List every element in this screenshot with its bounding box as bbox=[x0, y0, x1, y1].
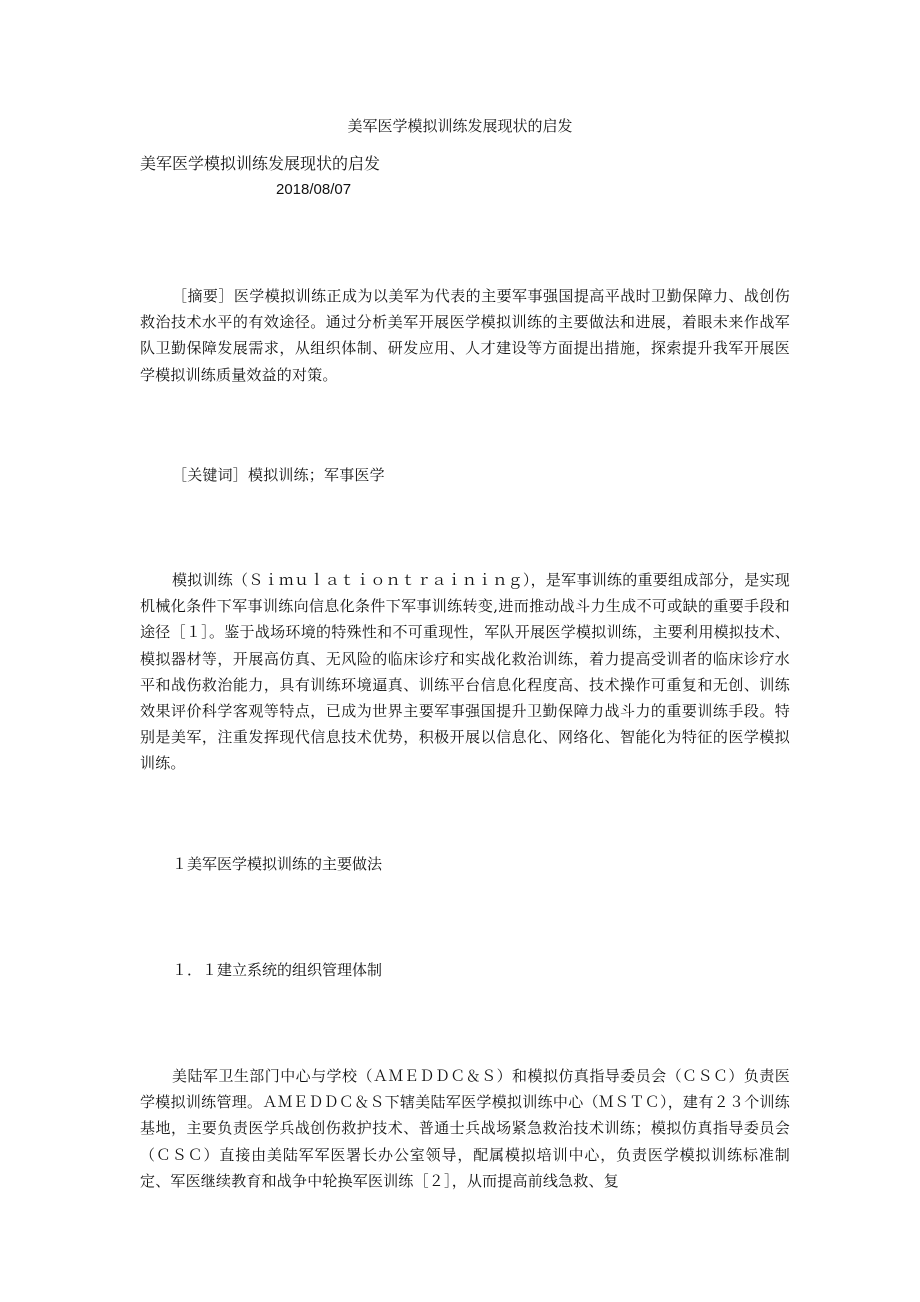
section-1-1-heading: １．１建立系统的组织管理体制 bbox=[172, 961, 383, 979]
section-1-1-body-paragraph: 美陆军卫生部门中心与学校（ＡＭＥＤＤＣ＆Ｓ）和模拟仿真指导委员会（ＣＳＣ）负责医学模拟训练管理。ＡＭＥＤＤＣ＆Ｓ下辖美陆军医学模拟训练中心（ＭＳＴＣ），建有２３个训练基地，主要负责医学兵战创伤救护技术、普通士兵战场紧急救治技术训练；模拟仿真指导委员会（ＣＳＣ）直接由美陆军军医署长办公室领导，配属模拟培训中心，负责医学模拟训练标准制定、军医继续教育和战争中轮换军医训练［２］，从而提高前线急救、复 bbox=[140, 1067, 790, 1190]
abstract-paragraph: ［摘要］医学模拟训练正成为以美军为代表的主要军事强国提高平战时卫勤保障力、战创伤救治技术水平的有效途径。通过分析美军开展医学模拟训练的主要做法和进展，着眼未来作战军队卫勤保障发展需求，从组织体制、研发应用、人才建设等方面提出措施，探索提升我军开展医学模拟训练质量效益的对策。 bbox=[140, 287, 790, 384]
document-title: 美军医学模拟训练发展现状的启发 bbox=[347, 117, 573, 135]
keywords-line: ［关键词］模拟训练；军事医学 bbox=[172, 466, 385, 484]
intro-paragraph: 模拟训练（Ｓｉｍｕｌａｔｉｏｎｔｒａｉｎｉｎｇ），是军事训练的重要组成部分，是实现机械化条件下军事训练向信息化条件下军事训练转变,进而推动战斗力生成不可或缺的重要手段和途径［１］。鉴于战场环境的特殊性和不可重现性，军队开展医学模拟训练，主要利用模拟技术、模拟器材等，开展高仿真、无风险的临床诊疗和实战化救治训练，着力提高受训者的临床诊疗水平和战伤救治能力，具有训练环境逼真、训练平台信息化程度高、技术操作可重复和无创、训练效果评价科学客观等特点，已成为世界主要军事强国提升卫勤保障力战斗力的重要训练手段。特别是美军，注重发挥现代信息技术优势，积极开展以信息化、网络化、智能化为特征的医学模拟训练。 bbox=[140, 571, 790, 773]
section-1-heading: １美军医学模拟训练的主要做法 bbox=[172, 855, 383, 873]
article-title: 美军医学模拟训练发展现状的启发 bbox=[140, 154, 381, 173]
publish-date: 2018/08/07 bbox=[276, 181, 352, 198]
